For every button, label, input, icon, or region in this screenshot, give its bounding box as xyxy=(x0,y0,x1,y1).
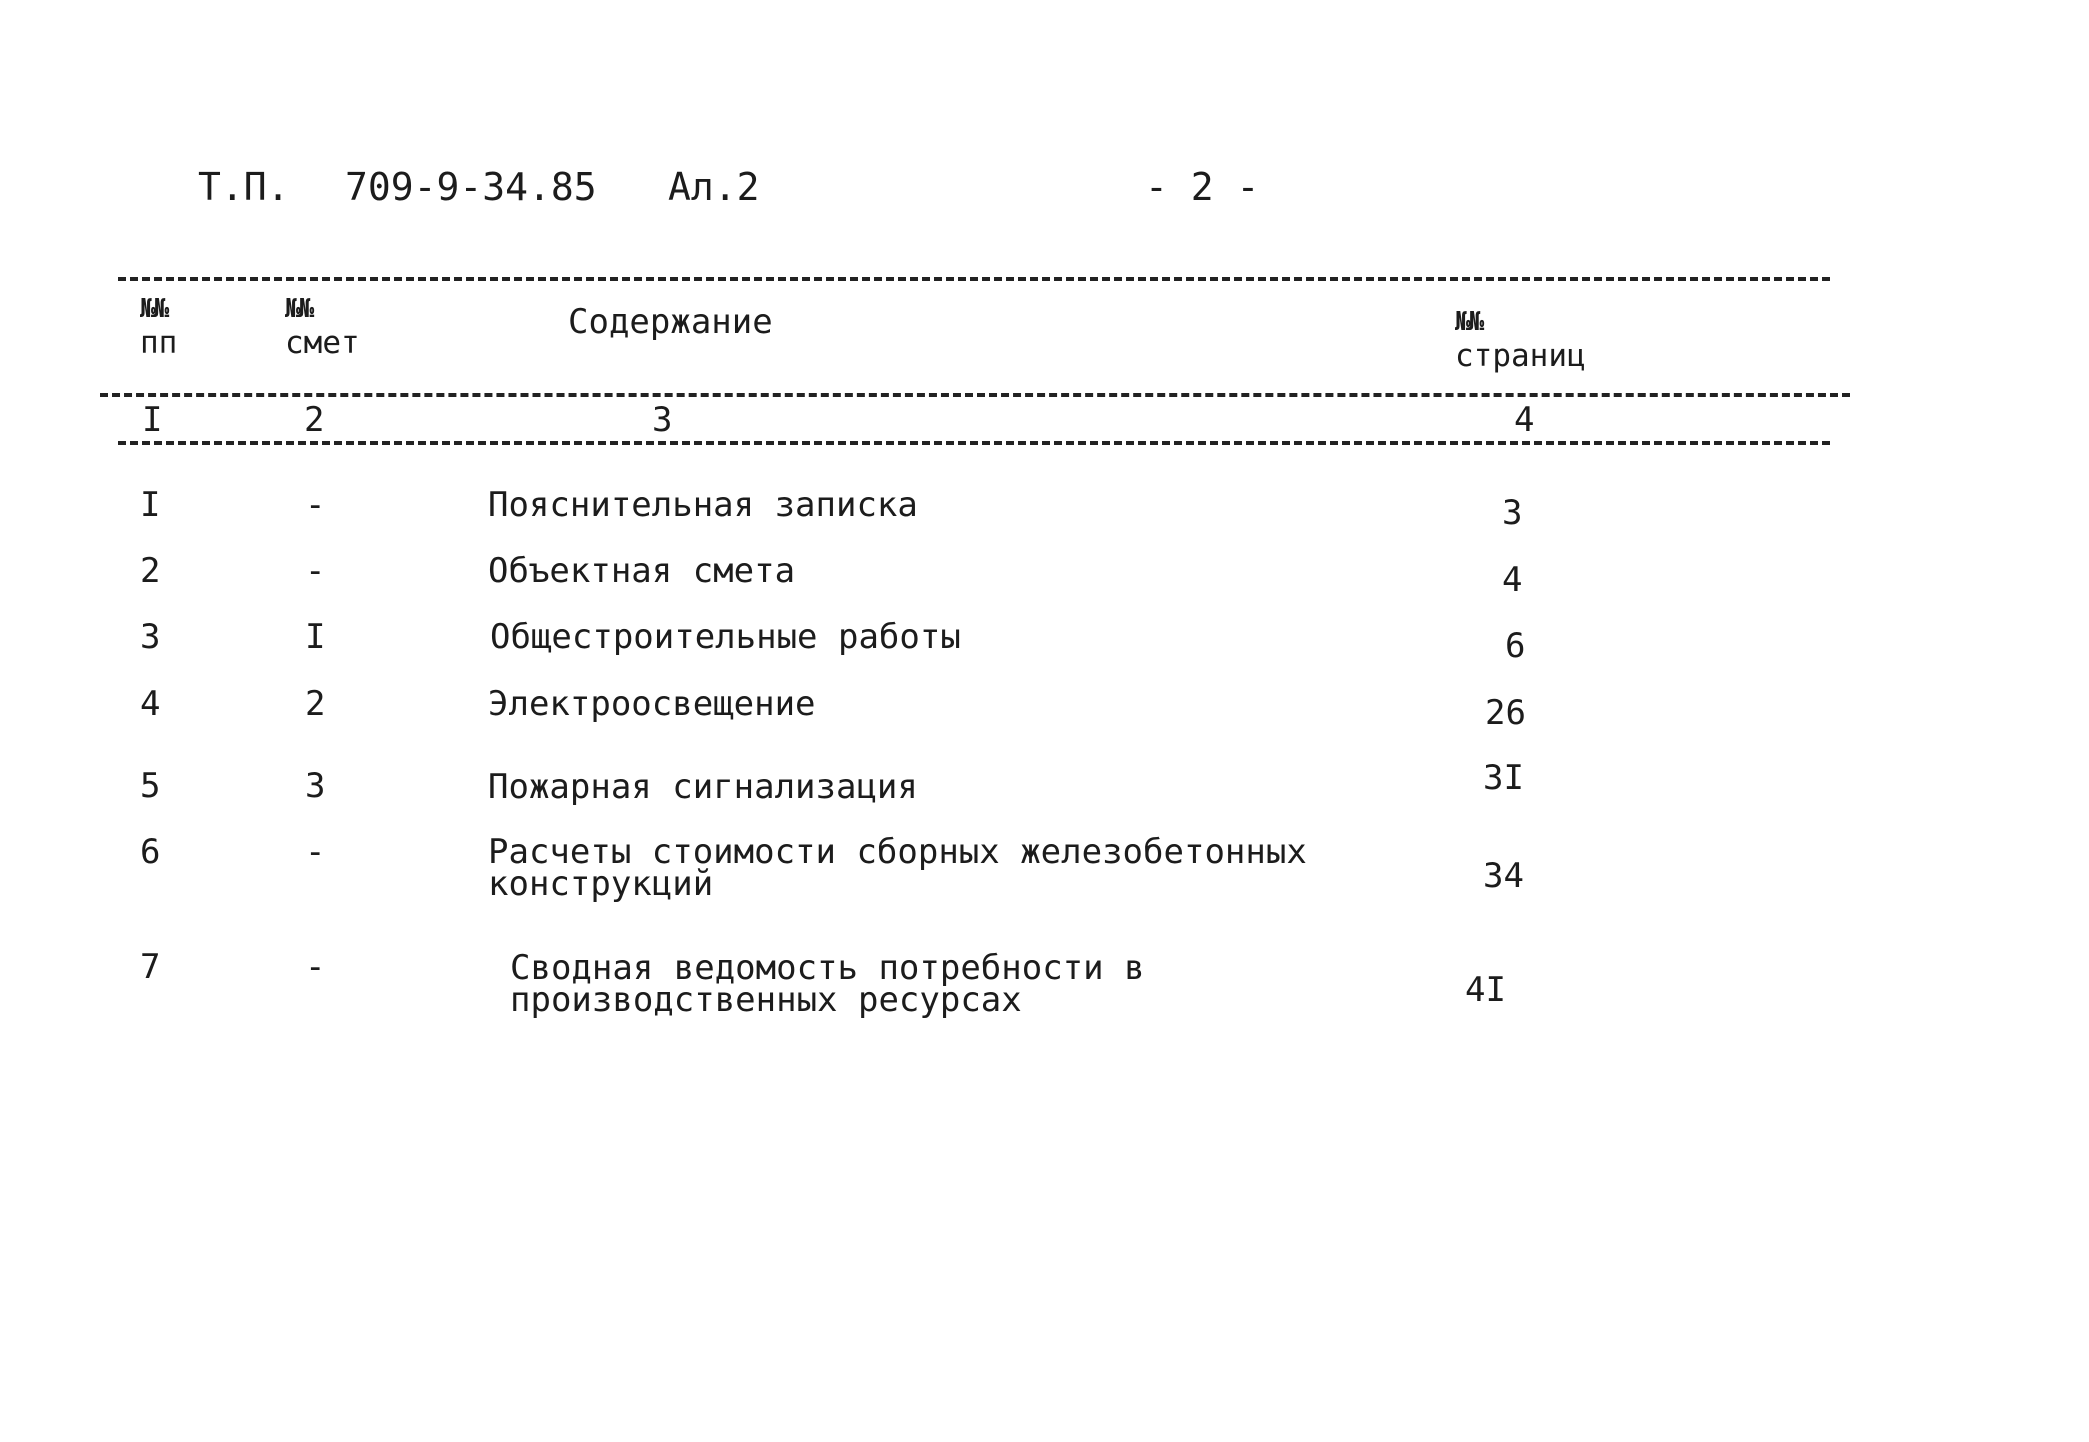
row-page: 4I xyxy=(1465,970,1506,1010)
row-smeta: I xyxy=(305,617,326,657)
col-number-3: 3 xyxy=(652,400,673,440)
row-content xyxy=(488,834,1307,902)
row-num: 7 xyxy=(140,947,161,987)
row-num: 3 xyxy=(140,617,161,657)
album-number: Ал.2 xyxy=(668,165,760,209)
col-number-1: I xyxy=(142,400,163,440)
row-content-line: Сводная ведомость потребности в xyxy=(510,948,1145,988)
row-num: 2 xyxy=(140,551,161,591)
row-content: Общестроительные работы xyxy=(490,617,961,657)
row-smeta: 3 xyxy=(305,766,326,806)
header-rule xyxy=(100,393,1850,397)
row-content-line: производственных ресурсах xyxy=(510,980,1022,1020)
row-smeta: 2 xyxy=(305,684,326,724)
row-smeta: - xyxy=(305,551,326,591)
row-content: Электроосвещение xyxy=(488,684,816,724)
row-content: Пояснительная записка xyxy=(488,485,918,525)
col-number-2: 2 xyxy=(304,400,325,440)
row-smeta: - xyxy=(305,485,326,525)
row-content: Пожарная сигнализация xyxy=(488,767,918,807)
col-header-content: Содержание xyxy=(568,302,773,342)
row-smeta: - xyxy=(305,947,326,987)
row-content-line: Расчеты стоимости сборных железобетонных xyxy=(488,832,1307,872)
row-content: Объектная смета xyxy=(488,551,796,591)
row-num: 6 xyxy=(140,832,161,872)
col-number-4: 4 xyxy=(1514,400,1535,440)
numbers-rule xyxy=(118,441,1830,445)
row-page: 3I xyxy=(1483,758,1524,798)
col-header-smeta: №№ смет xyxy=(285,294,360,361)
row-num: I xyxy=(140,485,161,525)
row-page: 3 xyxy=(1502,493,1523,533)
page-number: - 2 - xyxy=(1145,165,1260,209)
doc-series: Т.П. xyxy=(198,165,290,209)
row-page: 26 xyxy=(1485,693,1526,733)
row-content xyxy=(510,950,1145,1018)
top-rule xyxy=(118,277,1830,281)
col-header-num: №№ пп xyxy=(140,294,178,361)
row-page: 4 xyxy=(1502,560,1523,600)
row-num: 4 xyxy=(140,684,161,724)
row-page: 6 xyxy=(1505,626,1526,666)
row-smeta: - xyxy=(305,832,326,872)
doc-code: 709-9-34.85 xyxy=(345,165,597,209)
row-num: 5 xyxy=(140,766,161,806)
row-page: 34 xyxy=(1483,856,1524,896)
col-header-pages: №№ страниц xyxy=(1455,307,1586,374)
row-content-line: конструкций xyxy=(488,864,714,904)
